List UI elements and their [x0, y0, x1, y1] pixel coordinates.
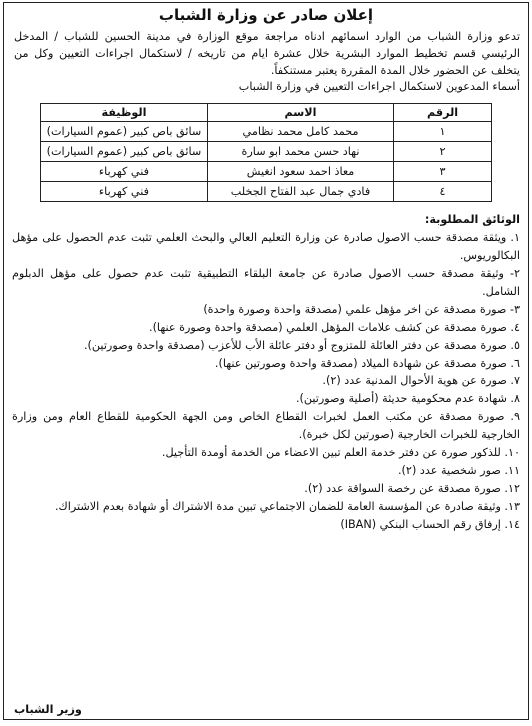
cell-number: ٤	[394, 182, 492, 202]
header-name: الاسم	[207, 104, 393, 122]
intro-text	[14, 29, 520, 96]
intro-paragraph: تدعو وزارة الشباب من الوارد اسمائهم ادناه مراجعة موقع الوزارة في مدينة الحسين للشباب / المدخل الرئيسي قسم تخطيط الموارد البشرية خلال عشرة ايام من تاريخه / لاستكمال اجراءات التعيين وكل من يتخلف عن الحضور خلال المدة المقررة يعتبر مستنكفاً.	[14, 30, 520, 77]
list-item: ٣- صورة مصدقة عن اخر مؤهل علمي (مصدقة واحدة وصورة واحدة)	[203, 302, 520, 316]
signature: وزير الشباب	[14, 703, 82, 716]
announcement-page	[3, 2, 529, 720]
list-item: ١٠. للذكور صورة عن دفتر خدمة العلم تبين الاعضاء من الخدمة أومدة التأجيل.	[161, 446, 520, 460]
list-item: ٥. صورة مصدقة عن دفتر العائلة للمتزوج أو دفتر عائلة الأب للأعزب (مصدقة واحدة وصورتين).	[84, 338, 520, 352]
table-row	[41, 122, 492, 142]
list-item: ٨. شهادة عدم محكومية حديثة (أصلية وصورتين).	[295, 392, 520, 406]
list-item: ٤. صورة مصدقة عن كشف علامات المؤهل العلمي (مصدقة واحدة وصورة عنها).	[149, 320, 520, 334]
cell-job: سائق باص كبير (عموم السيارات)	[41, 122, 208, 142]
announcement-title: إعلان صادر عن وزارة الشباب	[158, 6, 374, 24]
list-item: ١. ويثقة مصدقة حسب الاصول صادرة عن وزارة التعليم العالي والبحث العلمي تثبت عدم الحصول على مؤهل البكالوريوس.	[12, 231, 520, 263]
table-body	[41, 122, 492, 202]
cell-name: نهاد حسن محمد ابو سارة	[207, 142, 393, 162]
invitees-caption: أسماء المدعوين لاستكمال اجراءات التعيين في وزارة الشباب	[238, 80, 520, 94]
table-header-row	[41, 104, 492, 122]
list-item: ٩. صورة مصدقة عن مكتب العمل لخبرات القطاع الخاص ومن الجهة الحكومية للقطاع العام ومن وزارة الخارجية للخبرات الخارجية (صورتين لكل خبرة).	[12, 410, 520, 442]
header-number: الرقم	[394, 104, 492, 122]
header-job: الوظيفة	[41, 104, 208, 122]
cell-number: ١	[394, 122, 492, 142]
table-row	[41, 142, 492, 162]
cell-name: محمد كامل محمد نظامي	[207, 122, 393, 142]
list-item: ٧. صورة عن هوية الأحوال المدنية عدد (٢).	[322, 374, 520, 388]
cell-job: فني كهرباء	[41, 162, 208, 182]
list-item: ١٤. إرفاق رقم الحساب البنكي (IBAN)	[340, 517, 520, 531]
cell-number: ٣	[394, 162, 492, 182]
cell-job: سائق باص كبير (عموم السيارات)	[41, 142, 208, 162]
table-row	[41, 162, 492, 182]
cell-number: ٢	[394, 142, 492, 162]
documents-list	[10, 229, 522, 533]
cell-job: فني كهرباء	[41, 182, 208, 202]
list-item: ٢- وثيقة مصدقة حسب الاصول صادرة عن جامعة البلقاء التطبيقية تثبت عدم حصول على مؤهل الدبلوم الشامل.	[12, 267, 520, 298]
cell-name: معاذ احمد سعود انغيش	[207, 162, 393, 182]
list-item: ١٣. وثيقة صادرة عن المؤسسة العامة للضمان الاجتماعي تبين مدة الاشتراك أو شهادة بعدم الاشتراك.	[54, 499, 520, 513]
cell-name: فادي جمال عبد الفتاح الجخلب	[207, 182, 393, 202]
list-item: ١٢. صورة مصدقة عن رخصة السواقة عدد (٢).	[304, 481, 520, 495]
list-item: ٦. صورة مصدقة عن شهادة الميلاد (مصدقة واحدة وصورتين عنها).	[214, 356, 520, 370]
table-row	[41, 182, 492, 202]
invitees-table	[40, 103, 492, 202]
documents-heading: الوثائق المطلوبة:	[424, 213, 520, 227]
list-item: ١١. صور شخصية عدد (٢).	[398, 463, 520, 477]
